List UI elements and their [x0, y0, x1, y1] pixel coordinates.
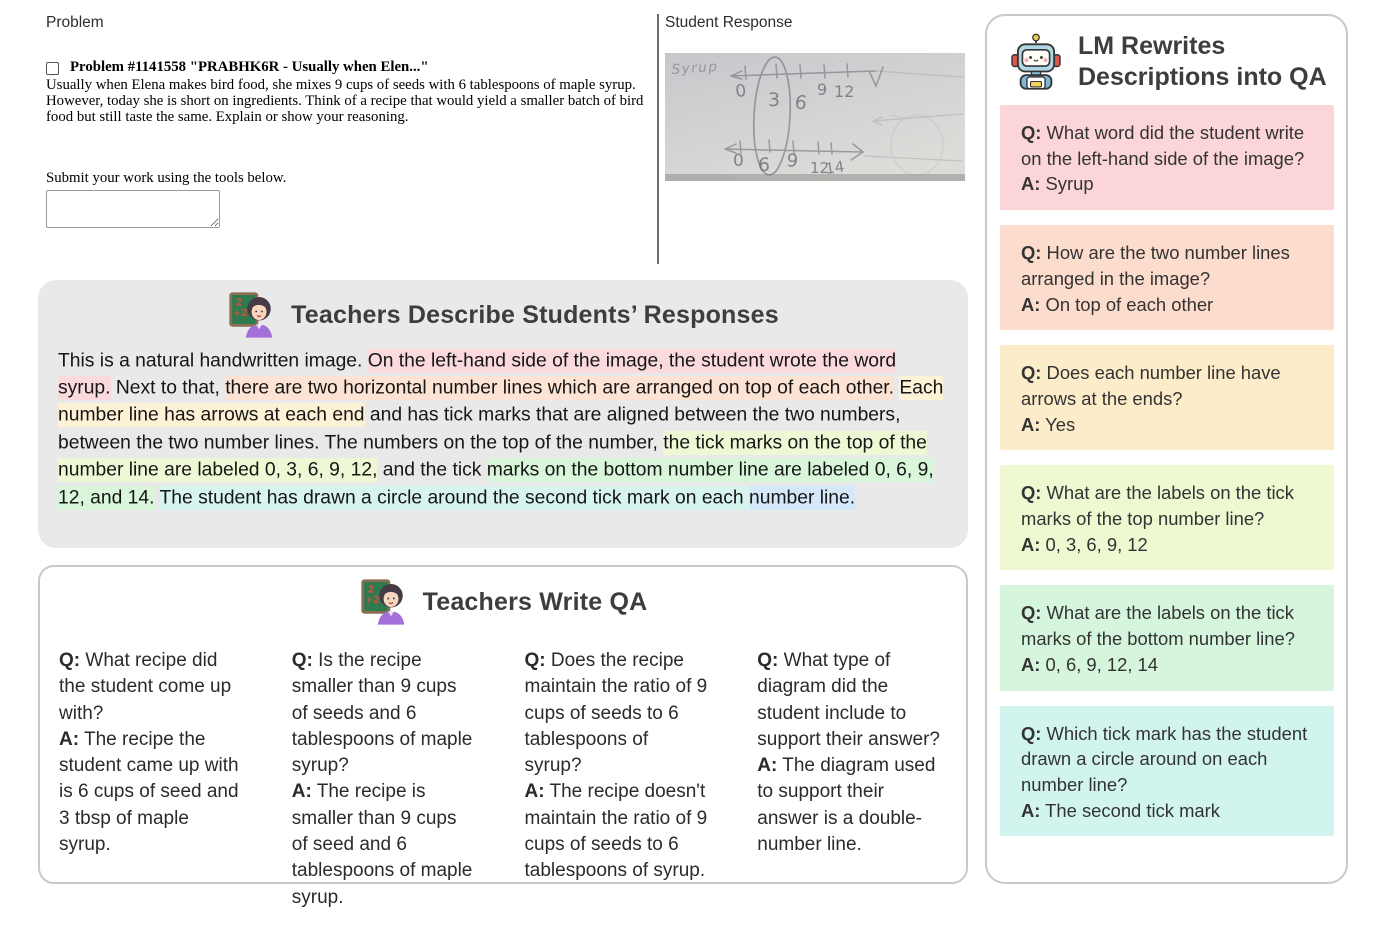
lm-qa-card-3 — [1000, 345, 1334, 450]
description-segment-yellowgreen: the tick marks on the top of the number line are labeled 0, 3, 6, 9, 12, — [58, 432, 927, 481]
student-response-title: Student Response — [665, 14, 793, 31]
robot-icon — [1007, 33, 1065, 91]
answer-text: A: 0, 3, 6, 9, 12 — [1021, 533, 1148, 555]
answer-text: A: Yes — [1021, 413, 1076, 435]
qa-prefix-label: A: — [1021, 413, 1041, 435]
lm-qa-panel — [985, 14, 1348, 884]
teacher-qa-header — [40, 577, 966, 627]
description-section-header — [38, 290, 968, 340]
answer-text: A: 0, 6, 9, 12, 14 — [1021, 653, 1158, 675]
problem-item-row — [46, 59, 652, 76]
answer-text: A: The diagram used to support their answer is a double-number line. — [757, 755, 936, 856]
svg-text:9: 9 — [817, 80, 828, 99]
question-text: Q: Which tick mark has the student drawn a circle around on each number line? — [1021, 722, 1308, 795]
description-segment-none: Next to that, — [110, 377, 226, 399]
lm-panel-title — [1078, 31, 1327, 93]
question-text: Q: How are the two number lines arranged in the image? — [1021, 242, 1290, 289]
problem-body-text: Usually when Elena makes bird food, she mixes 9 cups of seeds with 6 tablespoons of maple syrup. However, today she is short on ingredients. Think of a recipe that would yield a smaller batch of bird food but still taste the same. Explain or show your reasoning. — [46, 77, 644, 125]
lm-title-line1: LM Rewrites — [1078, 32, 1226, 60]
teacher-qa-item-3 — [525, 648, 710, 911]
answer-text: A: On top of each other — [1021, 293, 1214, 315]
description-segment-cyan: The student has drawn a circle around the second tick mark on each — [159, 487, 749, 509]
qa-prefix-label: Q: — [59, 650, 81, 671]
description-section-title: Teachers Describe Students’ Responses — [291, 300, 779, 329]
qa-prefix-label: A: — [1021, 173, 1041, 195]
question-text: Q: What type of diagram did the student include to support their answer? — [757, 650, 940, 750]
description-segment-pink: On the left-hand side of the image, the student wrote the word syrup. — [58, 350, 897, 399]
answer-text: A: Syrup — [1021, 173, 1094, 195]
problem-checkbox[interactable] — [46, 62, 59, 75]
description-segment-blue: number line. — [749, 487, 856, 509]
lm-qa-card-2 — [1000, 225, 1334, 330]
qa-prefix-label: A: — [757, 755, 778, 777]
qa-prefix-label: Q: — [757, 650, 779, 671]
svg-text:6: 6 — [758, 154, 771, 176]
qa-prefix-label: A: — [524, 781, 545, 803]
qa-prefix-label: Q: — [1021, 482, 1042, 504]
teacher-qa-columns — [40, 627, 966, 911]
answer-text: A: The second tick mark — [1021, 799, 1220, 821]
lm-qa-card-1 — [1000, 105, 1334, 210]
description-segment-none: and the tick — [377, 459, 487, 481]
svg-text:9: 9 — [785, 150, 800, 173]
qa-prefix-label: Q: — [1021, 242, 1042, 264]
lm-qa-card-5 — [1000, 585, 1334, 690]
submit-instruction-text: Submit your work using the tools below. — [46, 169, 287, 186]
teacher-qa-item-2 — [292, 648, 477, 911]
qa-prefix-label: Q: — [1021, 722, 1042, 744]
qa-prefix-label: Q: — [291, 650, 313, 671]
lm-panel-header — [987, 16, 1346, 97]
svg-text:14: 14 — [824, 157, 846, 178]
lm-qa-cards — [987, 97, 1346, 836]
teacher-description-section — [38, 280, 968, 548]
problem-panel — [46, 14, 652, 233]
qa-prefix-label: A: — [1021, 799, 1041, 821]
student-response-panel — [665, 14, 965, 181]
description-paragraph — [58, 347, 950, 511]
problem-panel-title: Problem — [46, 14, 104, 31]
qa-prefix-label: A: — [1021, 293, 1041, 315]
description-segment-cream: Each number line has arrows at each end — [58, 377, 944, 426]
question-text: Q: What recipe did the student come up with? — [59, 650, 232, 724]
qa-prefix-label: Q: — [1021, 602, 1042, 624]
teacher-emoji-icon — [227, 290, 277, 340]
description-segment-none: This is a natural handwritten image. — [58, 350, 368, 371]
answer-text: A: The recipe doesn't maintain the ratio of 9 cups of seeds to 6 tablespoons of syrup. — [524, 781, 708, 882]
question-text: Q: What word did the student write on the left-hand side of the image? — [1021, 122, 1305, 169]
qa-prefix-label: A: — [291, 781, 312, 803]
description-segment-peach: there are two horizontal number lines which are arranged on top of each other. — [225, 377, 895, 399]
lm-qa-card-4 — [1000, 465, 1334, 570]
description-segment-none — [155, 486, 160, 510]
answer-text: A: The recipe the student came up with is 6 cups of seed and 3 tbsp of maple syrup. — [59, 728, 239, 856]
teacher-qa-item-4 — [757, 648, 942, 911]
qa-prefix-label: Q: — [1021, 122, 1042, 143]
qa-prefix-label: A: — [1021, 533, 1041, 555]
teacher-qa-section — [38, 565, 968, 908]
question-text: Q: What are the labels on the tick marks of the top number line? — [1021, 482, 1294, 530]
qa-prefix-label: Q: — [1021, 362, 1042, 384]
svg-text:0: 0 — [733, 151, 744, 171]
answer-textarea[interactable] — [46, 190, 220, 228]
qa-prefix-label: Q: — [524, 650, 546, 671]
answer-text: A: The recipe is smaller than 9 cups of seed and 6 tablespoons of maple syrup. — [291, 781, 473, 908]
question-text: Q: Is the recipe smaller than 9 cups of seeds and 6 tablespoons of maple syrup? — [291, 650, 473, 777]
qa-prefix-label: A: — [1021, 653, 1041, 675]
qa-prefix-label: A: — [59, 728, 80, 750]
teacher-qa-title: Teachers Write QA — [422, 587, 648, 616]
teacher-emoji-icon — [359, 577, 409, 627]
description-segment-green: marks on the bottom number line are labeled 0, 6, 9, 12, and 14. — [58, 459, 934, 509]
svg-text:3: 3 — [768, 89, 781, 111]
lm-title-line2: Descriptions into QA — [1078, 63, 1327, 91]
question-text: Q: Does each number line have arrows at the ends? — [1021, 362, 1281, 409]
teacher-qa-item-1 — [59, 648, 244, 911]
handwritten-word: Syrup — [671, 58, 719, 78]
student-work-image — [665, 53, 965, 181]
description-segment-none: and has tick marks that are aligned between the two numbers, between the two number lines. The numbers on the top of the number, — [58, 404, 901, 454]
lm-qa-card-6 — [1000, 706, 1334, 837]
svg-text:12: 12 — [834, 82, 855, 101]
svg-text:6: 6 — [793, 91, 809, 115]
vertical-divider — [657, 14, 659, 264]
problem-item-title: Problem #1141558 "PRABHK6R - Usually when Elen..." — [70, 59, 429, 75]
question-text: Q: Does the recipe maintain the ratio of 9 cups of seeds to 6 tablespoons of syrup? — [524, 650, 708, 777]
svg-text:12: 12 — [810, 159, 830, 177]
svg-text:0: 0 — [734, 80, 748, 102]
question-text: Q: What are the labels on the tick marks of the bottom number line? — [1021, 602, 1295, 650]
